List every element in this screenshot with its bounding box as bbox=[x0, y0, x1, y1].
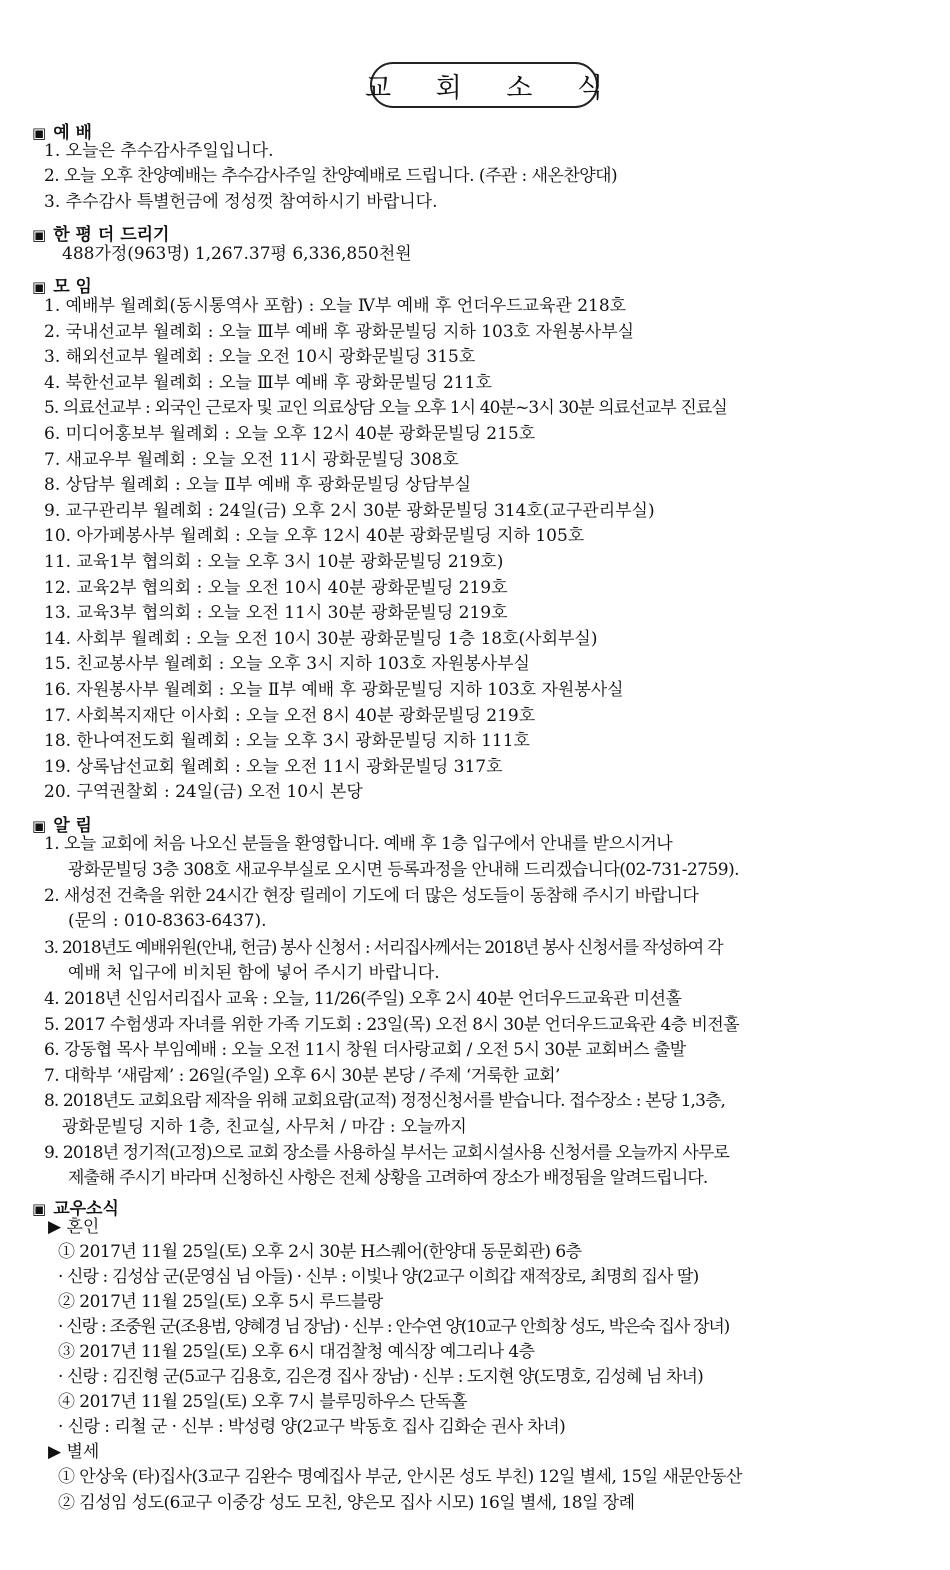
notice-line: 9. 2018년 정기적(고정)으로 교회 장소를 사용하실 부서는 교회시설사용 신청서를 오늘까지 사무로 bbox=[44, 1143, 729, 1163]
meeting-item: 5. 의료선교부 : 외국인 근로자 및 교인 의료상담 오늘 오후 1시 40분~3시 30분 의료선교부 진료실 bbox=[44, 398, 727, 418]
notice-line: 8. 2018년도 교회요람 제작을 위해 교회요람(교적) 정정신청서를 받습니다. 접수장소 : 본당 1,3층, bbox=[44, 1091, 726, 1111]
meeting-item: 17. 사회복지재단 이사회 : 오늘 오전 8시 40분 광화문빌딩 219호 bbox=[44, 706, 536, 726]
notice-line: 광화문빌딩 3층 308호 새교우부실로 오시면 등록과정을 안내해 드리겠습니다(02-731-2759). bbox=[68, 860, 739, 880]
notice-line: 1. 오늘 교회에 처음 나오신 분들을 환영합니다. 예배 후 1층 입구에서 안내를 받으시거나 bbox=[44, 834, 673, 854]
worship-item: 3. 추수감사 특별헌금에 정성껏 참여하시기 바랍니다. bbox=[44, 192, 438, 212]
wedding-line: · 신랑 : 김진형 군(5교구 김용호, 김은경 집사 장남) · 신부 : 도지현 양(도명호, 김성혜 님 차녀) bbox=[58, 1367, 703, 1387]
meeting-item: 9. 교구관리부 월례회 : 24일(금) 오후 2시 30분 광화문빌딩 314호(교구관리부실) bbox=[44, 501, 655, 521]
meeting-item: 10. 아가페봉사부 월례회 : 오늘 오후 12시 40분 광화문빌딩 지하 105호 bbox=[44, 526, 585, 546]
meeting-item: 11. 교육1부 협의회 : 오늘 오후 3시 10분 광화문빌딩 219호) bbox=[44, 552, 504, 572]
wedding-line: ④ 2017년 11월 25일(토) 오후 7시 블루밍하우스 단독홀 bbox=[58, 1392, 467, 1412]
section-marker-icon: ▣ bbox=[32, 226, 47, 244]
notice-line: 3. 2018년도 예배위원(안내, 헌금) 봉사 신청서 : 서리집사께서는 2018년 봉사 신청서를 작성하여 각 bbox=[44, 938, 723, 958]
notice-line: 4. 2018년 신임서리집사 교육 : 오늘, 11/26(주일) 오후 2시 40분 언더우드교육관 미션홀 bbox=[44, 989, 682, 1009]
notice-line: 6. 강동협 목사 부임예배 : 오늘 오전 11시 창원 더사랑교회 / 오전 5시 30분 교회버스 출발 bbox=[44, 1040, 686, 1060]
meeting-item: 13. 교육3부 협의회 : 오늘 오전 11시 30분 광화문빌딩 219호 bbox=[44, 603, 508, 623]
section-title: 교우소식 bbox=[53, 1199, 119, 1219]
page-title: 교 회 소 식 bbox=[364, 72, 622, 104]
death-title: ▶ 별세 bbox=[48, 1442, 100, 1462]
notice-line: 5. 2017 수험생과 자녀를 위한 가족 기도회 : 23일(목) 오전 8시 30분 언더우드교육관 4층 비전홀 bbox=[44, 1015, 740, 1035]
section-marker-icon: ▣ bbox=[32, 1200, 47, 1218]
wedding-line: · 신랑 : 조중원 군(조용범, 양혜경 님 장남) · 신부 : 안수연 양(10교구 안희창 성도, 박은숙 집사 장녀) bbox=[58, 1317, 730, 1337]
section-title: 알 림 bbox=[53, 816, 92, 836]
section-marker-icon: ▣ bbox=[32, 124, 47, 142]
wedding-line: ② 2017년 11월 25일(토) 오후 5시 루드블랑 bbox=[58, 1292, 383, 1312]
section-header-one-more bbox=[32, 220, 169, 245]
section-marker-icon: ▣ bbox=[32, 278, 47, 296]
notice-line: (문의 : 010-8363-6437). bbox=[68, 911, 267, 931]
meeting-item: 19. 상록남선교회 월례회 : 오늘 오전 11시 광화문빌딩 317호 bbox=[44, 757, 503, 777]
section-title: 한 평 더 드리기 bbox=[53, 225, 170, 245]
section-title: 모 임 bbox=[53, 277, 92, 297]
meeting-item: 8. 상담부 월례회 : 오늘 Ⅱ부 예배 후 광화문빌딩 상담부실 bbox=[44, 475, 471, 495]
section-title: 예 배 bbox=[53, 123, 92, 143]
page-title-box bbox=[364, 62, 622, 108]
meeting-item: 12. 교육2부 협의회 : 오늘 오전 10시 40분 광화문빌딩 219호 bbox=[44, 578, 508, 598]
wedding-line: ① 2017년 11월 25일(토) 오후 2시 30분 H스퀘어(한양대 동문회관) 6층 bbox=[58, 1242, 582, 1262]
notice-line: 2. 새성전 건축을 위한 24시간 현장 릴레이 기도에 더 많은 성도들이 동참해 주시기 바랍니다 bbox=[44, 886, 699, 906]
worship-item: 2. 오늘 오후 찬양예배는 추수감사주일 찬양예배로 드립니다. (주관 : 새온찬양대) bbox=[44, 166, 618, 186]
death-line: ① 안상욱 (타)집사(3교구 김완수 명예집사 부군, 안시몬 성도 부친) 12일 별세, 15일 새문안동산 bbox=[58, 1467, 742, 1487]
wedding-line: · 신랑 : 리철 군 · 신부 : 박성령 양(2교구 박동호 집사 김화순 권사 차녀) bbox=[58, 1417, 566, 1437]
section-marker-icon: ▣ bbox=[32, 817, 47, 835]
meeting-item: 1. 예배부 월례회(동시통역사 포함) : 오늘 Ⅳ부 예배 후 언더우드교육관 218호 bbox=[44, 296, 627, 316]
meeting-item: 4. 북한선교부 월례회 : 오늘 Ⅲ부 예배 후 광화문빌딩 211호 bbox=[44, 373, 492, 393]
meeting-item: 15. 친교봉사부 월례회 : 오늘 오후 3시 지하 103호 자원봉사부실 bbox=[44, 654, 530, 674]
meeting-item: 7. 새교우부 월례회 : 오늘 오전 11시 광화문빌딩 308호 bbox=[44, 450, 459, 470]
death-line: ② 김성임 성도(6교구 이중강 성도 모친, 양은모 집사 시모) 16일 별세, 18일 장례 bbox=[58, 1493, 635, 1513]
meeting-item: 3. 해외선교부 월례회 : 오늘 오전 10시 광화문빌딩 315호 bbox=[44, 347, 476, 367]
notice-line: 예배 처 입구에 비치된 함에 넣어 주시기 바랍니다. bbox=[68, 963, 440, 983]
notice-line: 제출해 주시기 바라며 신청하신 사항은 전체 상황을 고려하여 장소가 배정됨을 알려드립니다. bbox=[68, 1168, 708, 1188]
section-header-notices bbox=[32, 811, 92, 836]
notice-line: 광화문빌딩 지하 1층, 친교실, 사무처 / 마감 : 오늘까지 bbox=[62, 1117, 467, 1137]
wedding-line: ③ 2017년 11월 25일(토) 오후 6시 대검찰청 예식장 예그리나 4층 bbox=[58, 1342, 535, 1362]
section-header-members bbox=[32, 1194, 119, 1219]
wedding-title: ▶ 혼인 bbox=[48, 1217, 100, 1237]
section-header-worship bbox=[32, 118, 92, 143]
section-header-meetings bbox=[32, 272, 92, 297]
notice-line: 7. 대학부 ‘새람제’ : 26일(주일) 오후 6시 30분 본당 / 주제 ‘거룩한 교회’ bbox=[44, 1066, 560, 1086]
meeting-item: 14. 사회부 월례회 : 오늘 오전 10시 30분 광화문빌딩 1층 18호(사회부실) bbox=[44, 629, 598, 649]
worship-item: 1. 오늘은 추수감사주일입니다. bbox=[44, 141, 274, 161]
wedding-line: · 신랑 : 김성삼 군(문영심 님 아들) · 신부 : 이빛나 양(2교구 이희갑 재적장로, 최명희 집사 딸) bbox=[58, 1267, 699, 1287]
meeting-item: 2. 국내선교부 월례회 : 오늘 Ⅲ부 예배 후 광화문빌딩 지하 103호 자원봉사부실 bbox=[44, 322, 635, 342]
meeting-item: 6. 미디어홍보부 월례회 : 오늘 오후 12시 40분 광화문빌딩 215호 bbox=[44, 424, 536, 444]
meeting-item: 18. 한나여전도회 월례회 : 오늘 오후 3시 광화문빌딩 지하 111호 bbox=[44, 731, 530, 751]
meeting-item: 16. 자원봉사부 월례회 : 오늘 Ⅱ부 예배 후 광화문빌딩 지하 103호 자원봉사실 bbox=[44, 680, 624, 700]
meeting-item: 20. 구역권찰회 : 24일(금) 오전 10시 본당 bbox=[44, 782, 363, 802]
one-more-text: 488가정(963명) 1,267.37평 6,336,850천원 bbox=[62, 244, 412, 264]
